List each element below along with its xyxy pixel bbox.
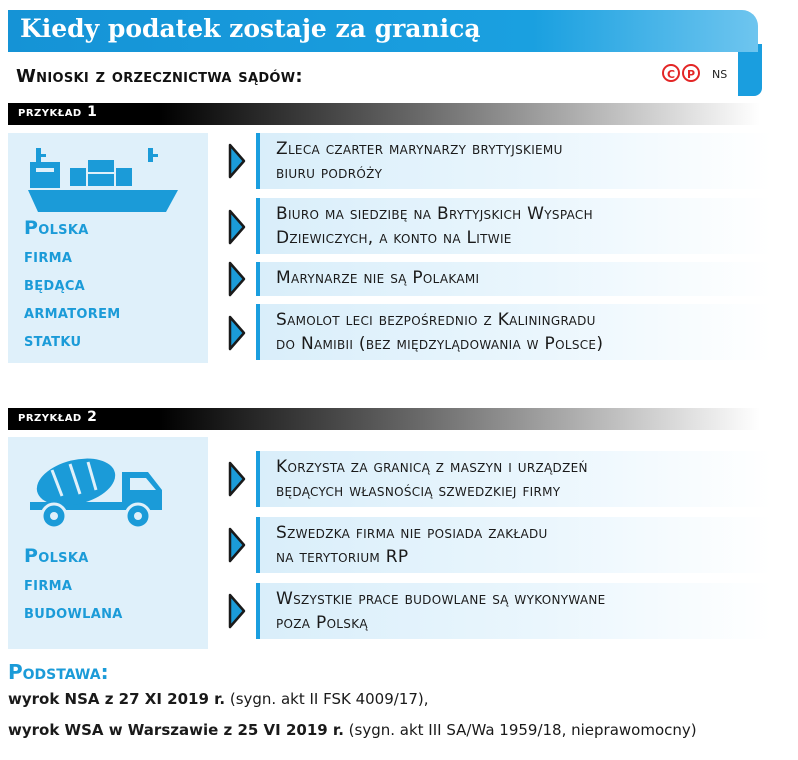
item-text (276, 202, 593, 250)
subject-line: firma (24, 245, 73, 267)
item-line: Marynarze nie są Polakami (276, 268, 480, 288)
subtitle: Wnioski z orzecznictwa sądów: (16, 66, 303, 87)
basis-line-2 (8, 721, 697, 739)
item-text (276, 587, 606, 635)
subject-line: firma (24, 573, 73, 595)
chevron-right-icon (227, 142, 247, 180)
cp-logo (662, 64, 700, 82)
item-line: Dziewiczych, a konto na Litwie (276, 228, 512, 248)
chevron-right-icon (227, 208, 247, 246)
basis-reference: (sygn. akt III SA/Wa 1959/18, nieprawomocny) (343, 721, 697, 739)
item-line: na terytorium RP (276, 547, 409, 567)
subject-line: budowlana (24, 601, 123, 623)
logo-p: P (682, 64, 700, 82)
concrete-mixer-truck-icon (30, 450, 170, 534)
item-line: do Namibii (bez międzylądowania w Polsce) (276, 334, 604, 354)
example-1-label: przykład 1 (18, 104, 98, 120)
item-line: Zleca czarter marynarzy brytyjskiemu (276, 139, 563, 159)
item-line: biuru podróży (276, 163, 383, 183)
example-2-label: przykład 2 (18, 409, 98, 425)
item-line: Szwedzka firma nie posiada zakładu (276, 523, 548, 543)
chevron-right-icon (227, 526, 247, 564)
list-item (256, 304, 772, 360)
item-text (276, 308, 603, 356)
example-2-subject (24, 542, 123, 626)
example-2-bar (8, 408, 760, 430)
basis-label: Podstawa: (8, 660, 109, 684)
basis-line-1 (8, 690, 429, 708)
logo-c: C (662, 64, 680, 82)
list-item (256, 583, 772, 639)
ship-icon (28, 146, 188, 216)
subject-line: Polska (24, 545, 89, 567)
item-line: będących własnością szwedzkiej firmy (276, 481, 561, 501)
subject-line: statku (24, 329, 82, 351)
list-item (256, 517, 772, 573)
example-1-subject (24, 214, 121, 354)
item-text (276, 266, 479, 290)
item-text (276, 521, 548, 569)
page-title: Kiedy podatek zostaje za granicą (20, 14, 481, 43)
list-item (256, 198, 772, 254)
subject-line: Polska (24, 217, 89, 239)
chevron-right-icon (227, 592, 247, 630)
item-line: Samolot leci bezpośrednio z Kaliningradu (276, 310, 596, 330)
basis-ruling: wyrok WSA w Warszawie z 25 VI 2019 r. (8, 721, 344, 739)
item-line: Korzysta za granicą z maszyn i urządzeń (276, 457, 588, 477)
author-initials: NS (712, 68, 728, 81)
chevron-right-icon (227, 460, 247, 498)
subject-line: armatorem (24, 301, 121, 323)
example-1-bar (8, 103, 760, 125)
item-text (276, 137, 563, 185)
chevron-right-icon (227, 314, 247, 352)
item-line: Biuro ma siedzibę na Brytyjskich Wyspach (276, 204, 593, 224)
chevron-right-icon (227, 260, 247, 298)
list-item (256, 262, 772, 296)
list-item (256, 451, 772, 507)
item-line: Wszystkie prace budowlane są wykonywane (276, 589, 606, 609)
item-text (276, 455, 588, 503)
basis-ruling: wyrok NSA z 27 XI 2019 r. (8, 690, 226, 708)
basis-reference: (sygn. akt II FSK 4009/17), (225, 690, 429, 708)
list-item (256, 133, 772, 189)
subject-line: będąca (24, 273, 86, 295)
item-line: poza Polską (276, 613, 368, 633)
